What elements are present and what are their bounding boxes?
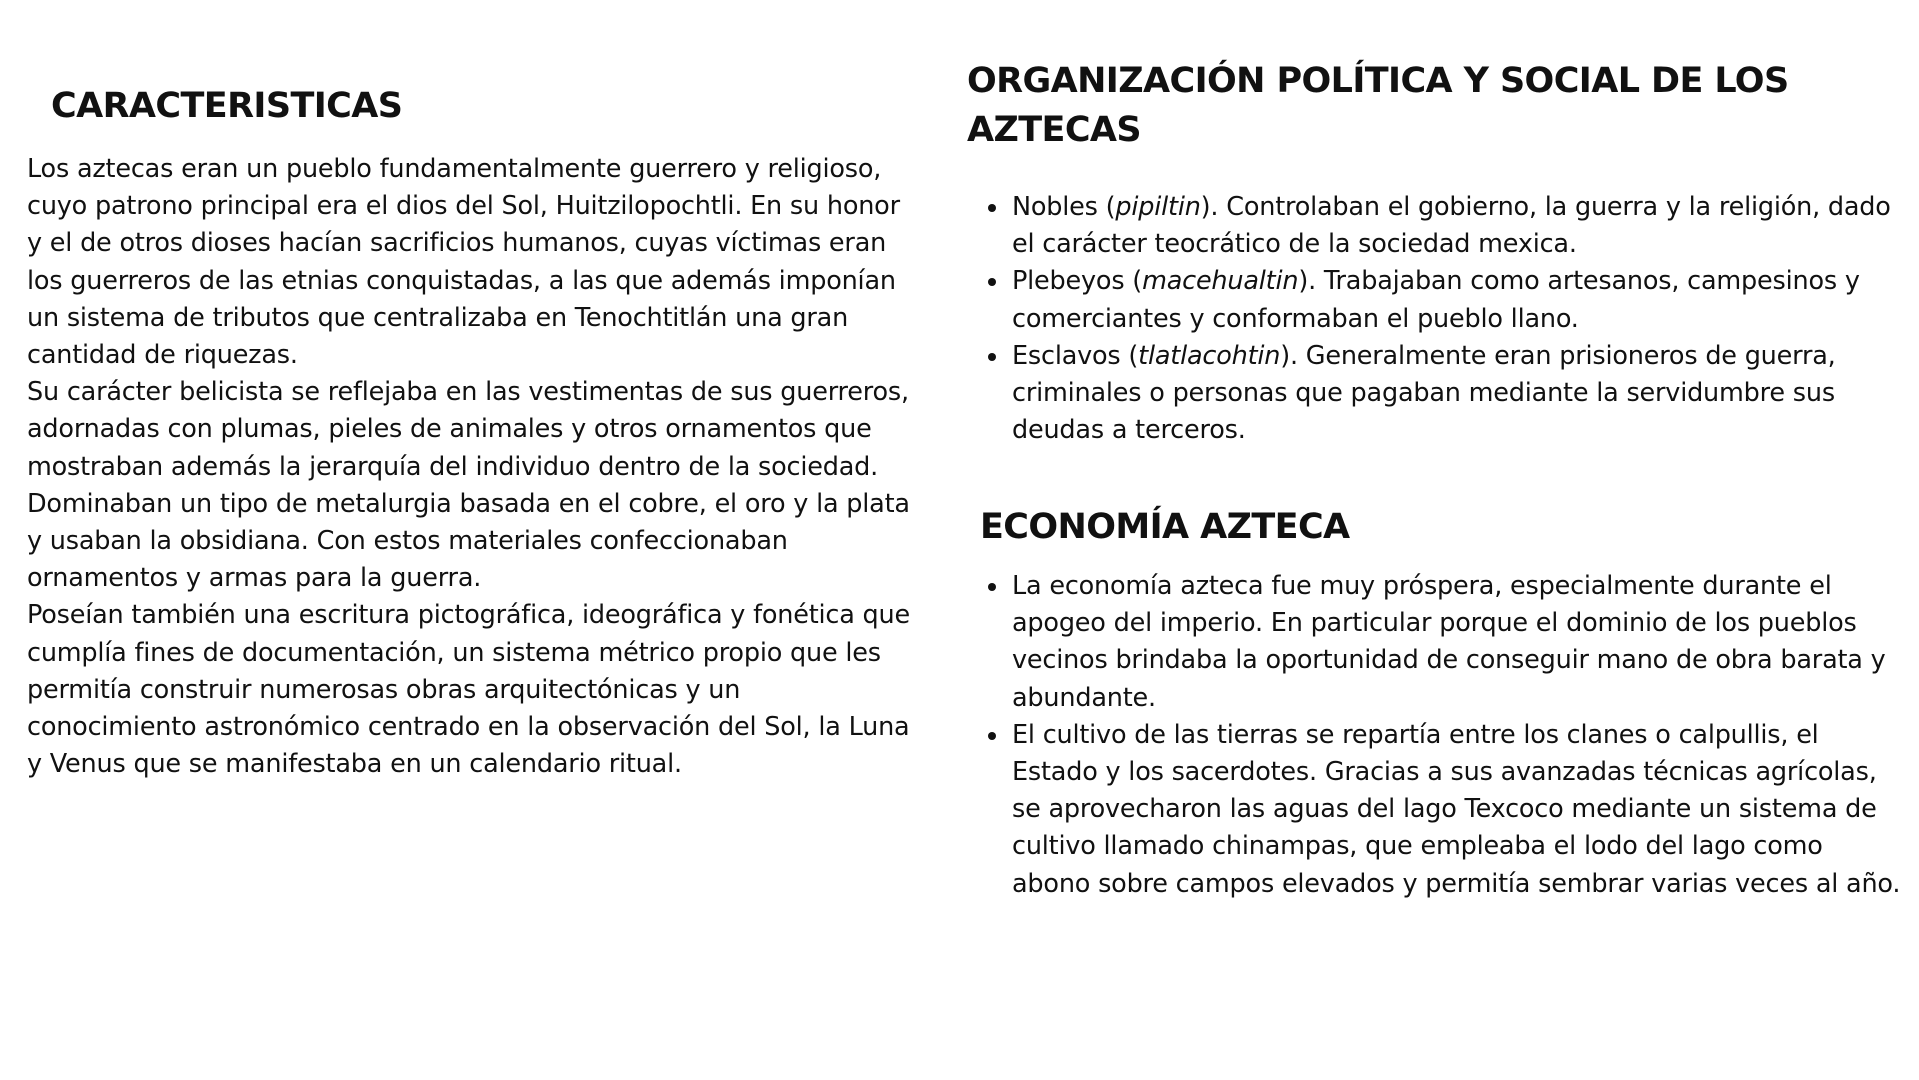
caracteristicas-heading: CARACTERISTICAS <box>51 86 403 126</box>
caracteristicas-text <box>27 151 912 783</box>
economia-list <box>1012 568 1902 903</box>
item-term: tlatlacohtin <box>1138 340 1281 371</box>
bullet-icon <box>988 583 996 591</box>
organizacion-list <box>1012 189 1902 449</box>
caracteristicas-paragraph: Su carácter belicista se reflejaba en las vestimentas de sus guerreros, adornadas con plumas, pieles de animales y otros ornamentos que mostraban además la jerarquía del individuo dentro de la sociedad. Dominaban un tipo de metalurgia basada en el cobre, el oro y la plata y usaban la obsidiana. Con estos materiales confeccionaban ornamentos y armas para la guerra. <box>27 377 910 594</box>
bullet-icon <box>988 732 996 740</box>
item-lead: Nobles ( <box>1012 192 1116 222</box>
item-term: macehualtin <box>1142 266 1299 297</box>
list-item <box>1012 568 1902 717</box>
item-description: ). Controlaban el gobierno, la guerra y la religión, dado el carácter teocrático de la sociedad mexica. <box>1012 192 1891 260</box>
item-lead: Plebeyos ( <box>1012 266 1143 297</box>
list-item <box>1012 263 1902 337</box>
bullet-icon <box>988 353 996 361</box>
economia-heading: ECONOMÍA AZTECA <box>980 507 1350 547</box>
caracteristicas-paragraph: Los aztecas eran un pueblo fundamentalmente guerrero y religioso, cuyo patrono principal era el dios del Sol, Huitzilopochtli. En su honor y el de otros dioses hacían sacrificios humanos, cuyas víctimas eran los guerreros de las etnias conquistadas, a las que además imponían un sistema de tributos que centralizaba en Tenochtitlán una gran cantidad de riquezas. <box>27 154 900 371</box>
item-lead: Esclavos ( <box>1012 340 1139 371</box>
bullet-icon <box>988 278 996 286</box>
caracteristicas-paragraph: Poseían también una escritura pictográfica, ideográfica y fonética que cumplía fines de documentación, un sistema métrico propio que les permitía construir numerosas obras arquitectónicas y un conocimiento astronómico centrado en la observación del Sol, la Luna y Venus que se manifestaba en un calendario ritual. <box>27 600 910 780</box>
item-description: ). Generalmente eran prisioneros de guerra, criminales o personas que pagaban mediante la servidumbre sus deudas a terceros. <box>1012 340 1836 446</box>
item-text: El cultivo de las tierras se repartía entre los clanes o calpullis, el Estado y los sacerdotes. Gracias a sus avanzadas técnicas agrícolas, se aprovecharon las aguas del lago Texcoco mediante un sistema de cultivo llamado chinampas, que empleaba el lodo del lago como abono sobre campos elevados y permitía sembrar varias veces al año. <box>1012 719 1901 899</box>
item-description: ). Trabajaban como artesanos, campesinos y comerciantes y conformaban el pueblo llano. <box>1012 266 1860 334</box>
list-item <box>1012 717 1902 903</box>
list-item <box>1012 189 1902 263</box>
list-item <box>1012 338 1902 450</box>
item-term: pipiltin <box>1115 192 1201 222</box>
organizacion-heading: ORGANIZACIÓN POLÍTICA Y SOCIAL DE LOS AZTECAS <box>967 61 1789 150</box>
bullet-icon <box>988 204 996 212</box>
item-text: La economía azteca fue muy próspera, especialmente durante el apogeo del imperio. En particular porque el dominio de los pueblos vecinos brindaba la oportunidad de conseguir mano de obra barata y abundante. <box>1012 571 1886 713</box>
